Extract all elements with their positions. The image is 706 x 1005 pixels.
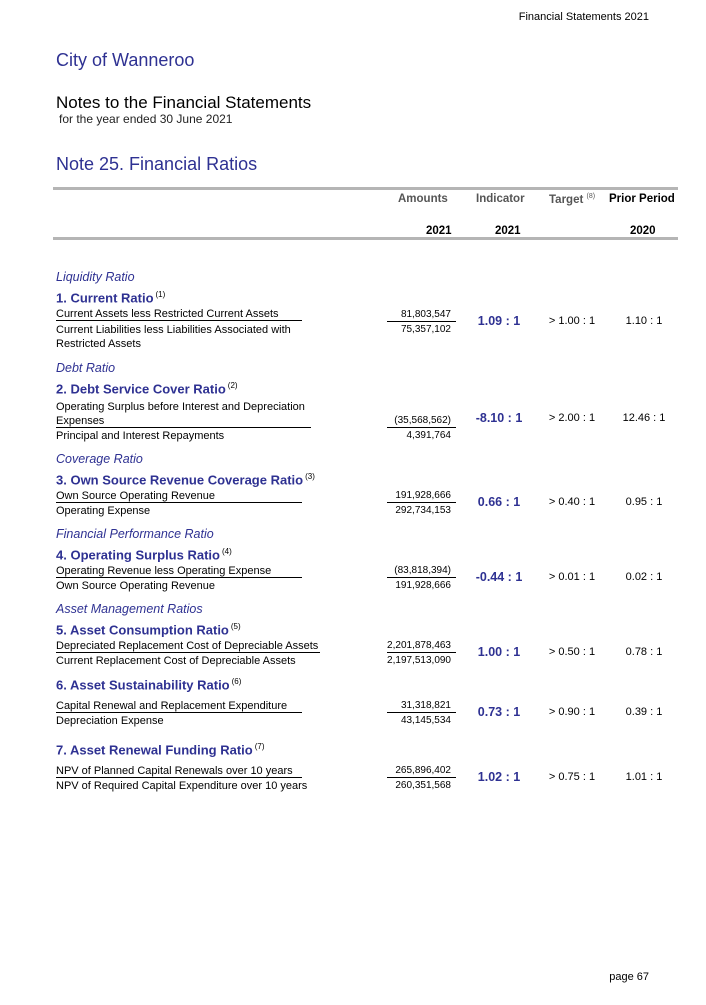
consumption-numerator-value: 2,201,878,463 — [387, 640, 451, 651]
fraction-line — [56, 777, 302, 778]
ratio-title-current: 1. Current Ratio $^{(1)}$ — [56, 290, 166, 306]
consumption-prior: 0.78 : 1 — [625, 646, 663, 658]
coverage-numerator-label: Own Source Operating Revenue — [56, 490, 215, 502]
sustainability-denominator-value: 43,145,534 — [400, 715, 451, 726]
fraction-line — [56, 577, 302, 578]
column-header-prior-period: Prior Period — [609, 193, 675, 205]
organisation-name: City of Wanneroo — [56, 50, 195, 70]
header-bottom-rule — [53, 237, 678, 240]
ratio-title-debt-service: 2. Debt Service Cover Ratio $^{(2)}$ — [56, 381, 238, 397]
current-numerator-value: 81,803,547 — [400, 309, 451, 320]
column-header-indicator: Indicator — [476, 193, 525, 205]
consumption-denominator-value: 2,197,513,090 — [387, 655, 451, 666]
sustainability-prior: 0.39 : 1 — [625, 706, 663, 718]
surplus-numerator-value: (83,818,394) — [394, 565, 451, 576]
header-top-rule — [53, 187, 678, 190]
section-coverage: Coverage Ratio — [56, 452, 143, 466]
fraction-line — [56, 712, 302, 713]
notes-title: Notes to the Financial Statements — [56, 93, 312, 112]
page-number: page 67 — [609, 971, 649, 983]
current-denominator-label-2: Restricted Assets — [56, 338, 141, 350]
renewal-denominator-label: NPV of Required Capital Expenditure over 10 years — [56, 780, 308, 792]
amount-fraction-line — [387, 502, 456, 503]
renewal-prior: 1.01 : 1 — [625, 771, 663, 783]
sustainability-numerator-label: Capital Renewal and Replacement Expenditure — [56, 700, 288, 712]
prior-year: 2020 — [630, 225, 656, 237]
debt-numerator-label-1: Operating Surplus before Interest and Depreciation — [56, 401, 305, 413]
fraction-line — [56, 652, 320, 653]
coverage-denominator-value: 292,734,153 — [395, 505, 451, 516]
debt-prior: 12.46 : 1 — [622, 412, 666, 424]
target-footnote: (8) — [586, 193, 596, 200]
renewal-numerator-label: NPV of Planned Capital Renewals over 10 years — [56, 765, 293, 777]
fraction-line — [56, 320, 302, 321]
coverage-numerator-value: 191,928,666 — [395, 490, 451, 501]
sustainability-target: > 0.90 : 1 — [548, 706, 596, 718]
note-title: Note 25. Financial Ratios — [56, 154, 258, 174]
section-asset-management: Asset Management Ratios — [56, 602, 203, 616]
amount-fraction-line — [387, 321, 456, 322]
notes-subtitle: for the year ended 30 June 2021 — [59, 112, 233, 126]
consumption-numerator-label: Depreciated Replacement Cost of Depreciable Assets — [56, 640, 319, 652]
debt-numerator-label-2: Expenses — [56, 415, 105, 427]
ratio-title-own-source-coverage: 3. Own Source Revenue Coverage Ratio $^{(3)}$ — [56, 472, 315, 488]
surplus-prior: 0.02 : 1 — [625, 571, 663, 583]
ratio-title-asset-sustainability: 6. Asset Sustainability Ratio $^{(6)}$ — [56, 677, 242, 693]
coverage-prior: 0.95 : 1 — [625, 496, 663, 508]
amounts-year: 2021 — [426, 225, 452, 237]
debt-denominator-label: Principal and Interest Repayments — [56, 430, 225, 442]
current-prior: 1.10 : 1 — [625, 315, 663, 327]
renewal-indicator: 1.02 : 1 — [477, 770, 521, 784]
current-indicator: 1.09 : 1 — [477, 314, 521, 328]
consumption-indicator: 1.00 : 1 — [477, 645, 521, 659]
current-target: > 1.00 : 1 — [548, 315, 596, 327]
debt-denominator-value: 4,391,764 — [406, 430, 451, 441]
renewal-denominator-value: 260,351,568 — [395, 780, 451, 791]
amount-fraction-line — [387, 777, 456, 778]
column-header-target — [549, 193, 595, 206]
surplus-indicator: -0.44 : 1 — [475, 570, 523, 584]
consumption-denominator-label: Current Replacement Cost of Depreciable Assets — [56, 655, 296, 667]
coverage-denominator-label: Operating Expense — [56, 505, 151, 517]
document-label: Financial Statements 2021 — [518, 11, 649, 23]
surplus-denominator-value: 191,928,666 — [395, 580, 451, 591]
sustainability-numerator-value: 31,318,821 — [400, 700, 451, 711]
amount-fraction-line — [387, 577, 456, 578]
debt-target: > 2.00 : 1 — [548, 412, 596, 424]
surplus-denominator-label: Own Source Operating Revenue — [56, 580, 215, 592]
sustainability-denominator-label: Depreciation Expense — [56, 715, 164, 727]
renewal-target: > 0.75 : 1 — [548, 771, 596, 783]
surplus-target: > 0.01 : 1 — [548, 571, 596, 583]
amount-fraction-line — [387, 712, 456, 713]
fraction-line — [56, 427, 311, 428]
sustainability-indicator: 0.73 : 1 — [477, 705, 521, 719]
column-header-amounts: Amounts — [398, 193, 448, 205]
section-financial-performance: Financial Performance Ratio — [56, 527, 214, 541]
ratio-title-asset-renewal-funding: 7. Asset Renewal Funding Ratio $^{(7)}$ — [56, 742, 265, 758]
coverage-target: > 0.40 : 1 — [548, 496, 596, 508]
debt-indicator: -8.10 : 1 — [475, 411, 523, 425]
ratio-title-asset-consumption: 5. Asset Consumption Ratio $^{(5)}$ — [56, 622, 241, 638]
amount-fraction-line — [387, 427, 456, 428]
amount-fraction-line — [387, 652, 456, 653]
section-liquidity: Liquidity Ratio — [56, 270, 135, 284]
surplus-numerator-label: Operating Revenue less Operating Expense — [56, 565, 272, 577]
current-denominator-label-1: Current Liabilities less Liabilities Associated with — [56, 324, 291, 336]
fraction-line — [56, 502, 302, 503]
coverage-indicator: 0.66 : 1 — [477, 495, 521, 509]
indicator-year: 2021 — [495, 225, 521, 237]
current-denominator-value: 75,357,102 — [400, 324, 451, 335]
debt-numerator-value: (35,568,562) — [394, 415, 451, 426]
consumption-target: > 0.50 : 1 — [548, 646, 596, 658]
renewal-numerator-value: 265,896,402 — [395, 765, 451, 776]
current-numerator-label: Current Assets less Restricted Current Assets — [56, 308, 279, 320]
ratio-title-operating-surplus: 4. Operating Surplus Ratio $^{(4)}$ — [56, 547, 232, 563]
target-label: Target — [549, 193, 584, 206]
section-debt: Debt Ratio — [56, 361, 116, 375]
